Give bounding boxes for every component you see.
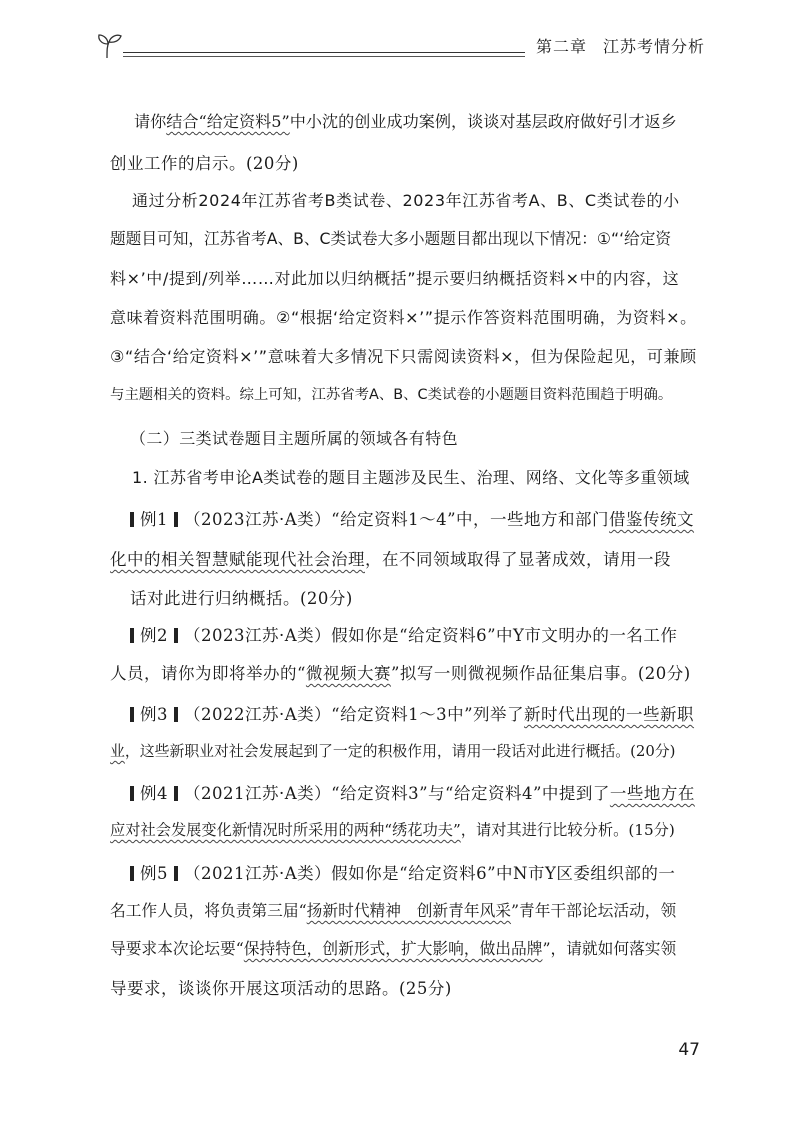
- chapter-number: 第二章: [535, 37, 587, 56]
- example-label: 例4: [140, 784, 168, 803]
- example-5-line-1: 例5 （2021江苏·A类）假如你是“给定资料6”中N市Y区委组织部的一: [130, 860, 675, 884]
- analysis-line: 意味着资料范围明确。②“根据‘给定资料×’”提示作答资料范围明确，为资料×。: [110, 308, 697, 327]
- example-marker: [174, 866, 178, 881]
- analysis-line: 题题目可知，江苏省考A、B、C类试卷大多小题题目都出现以下情况：①“‘给定资: [110, 229, 672, 248]
- example-marker: [130, 786, 134, 801]
- question-line-1: 请你结合“给定资料5”中小沈的创业成功案例，谈谈对基层政府做好引才返乡: [134, 112, 677, 131]
- example-marker: [130, 707, 134, 722]
- example-label: 例1: [140, 510, 168, 529]
- underlined-phrase: 结合“给定资料5”: [166, 112, 290, 131]
- example-5-line-2: 名工作人员，将负责第三届“扬新时代精神 创新青年风采”青年干部论坛活动，领: [110, 901, 677, 920]
- chapter-label: [536, 34, 705, 57]
- example-3-line-2: 业，这些新职业对社会发展起到了一定的积极作用，请用一段话对此进行概括。(20分): [110, 742, 676, 760]
- page-number: 47: [678, 1040, 700, 1060]
- example-label: 例2: [140, 626, 168, 645]
- example-1-line-1: 例1 （2023江苏·A类）“给定资料1～4”中，一些地方和部门借鉴传统文: [130, 506, 694, 530]
- example-2-line-2: 人员，请你为即将举办的“微视频大赛”拟写一则微视频作品征集启事。(20分): [110, 664, 691, 683]
- example-4-line-2: 应对社会发展变化新情况时所采用的两种“绣花功夫”，请对其进行比较分析。(15分): [110, 821, 675, 839]
- subsection-heading: 1. 江苏省考申论A类试卷的题目主题涉及民生、治理、网络、文化等多重领域: [132, 468, 690, 487]
- example-marker: [174, 786, 178, 801]
- example-5-line-3: 导要求本次论坛要“保持特色，创新形式，扩大影响，做出品牌”，请就如何落实领: [110, 939, 677, 958]
- section-heading: （二）三类试卷题目主题所属的领域各有特色: [130, 429, 459, 448]
- example-marker: [174, 707, 178, 722]
- analysis-line: 料×’中/提到/列举……对此加以归纳概括”提示要归纳概括资料×中的内容，这: [110, 269, 680, 288]
- question-line-2: 创业工作的启示。(20分): [110, 154, 299, 173]
- example-3-line-1: 例3 （2022江苏·A类）“给定资料1～3中”列举了新时代出现的一些新职: [130, 701, 694, 725]
- example-1-line-3: 话对此进行归纳概括。(20分): [130, 589, 353, 608]
- chapter-title: 江苏考情分析: [602, 37, 705, 56]
- example-2-line-1: 例2 （2023江苏·A类）假如你是“给定资料6”中Y市文明办的一名工作: [130, 622, 677, 646]
- example-5-line-4: 导要求，谈谈你开展这项活动的思路。(25分): [110, 979, 452, 998]
- example-4-line-1: 例4 （2021江苏·A类）“给定资料3”与“给定资料4”中提到了一些地方在: [130, 780, 695, 804]
- analysis-line: ③“结合‘给定资料×’”意味着大多情况下只需阅读资料×，但为保险起见，可兼顾: [110, 347, 697, 366]
- example-marker: [130, 628, 134, 643]
- analysis-line: 与主题相关的资料。综上可知，江苏省考A、B、C类试卷的小题题目资料范围趋于明确。: [110, 387, 673, 403]
- example-1-line-2: 化中的相关智慧赋能现代社会治理，在不同领域取得了显著成效，请用一段: [110, 550, 671, 569]
- example-marker: [174, 628, 178, 643]
- header-rule: [123, 52, 525, 53]
- sprout-icon: [95, 30, 125, 60]
- page-header: [95, 28, 705, 64]
- header-rule-thin: [123, 56, 525, 57]
- example-label: 例5: [140, 864, 168, 883]
- example-marker: [130, 866, 134, 881]
- analysis-line: 通过分析2024年江苏省考B类试卷、2023年江苏省考A、B、C类试卷的小: [132, 191, 680, 210]
- example-label: 例3: [140, 705, 168, 724]
- example-marker: [174, 512, 178, 527]
- example-marker: [130, 512, 134, 527]
